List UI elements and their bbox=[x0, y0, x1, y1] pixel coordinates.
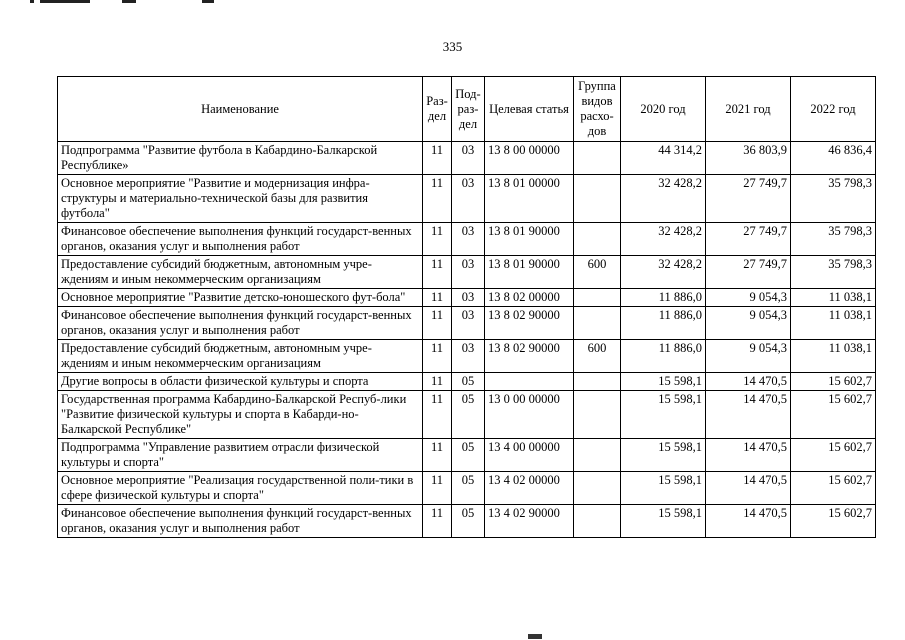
cell-2020: 15 598,1 bbox=[621, 472, 706, 505]
cell-2022: 15 602,7 bbox=[791, 373, 876, 391]
table-body bbox=[58, 142, 876, 538]
table-row bbox=[58, 439, 876, 472]
cell-2022: 46 836,4 bbox=[791, 142, 876, 175]
cell-subsection: 03 bbox=[452, 256, 485, 289]
cell-section: 11 bbox=[423, 505, 452, 538]
cell-group: 600 bbox=[574, 340, 621, 373]
header-target: Целевая статья bbox=[485, 77, 574, 142]
cell-name: Финансовое обеспечение выполнения функций государст-венных органов, оказания услуг и выполнения работ bbox=[58, 505, 423, 538]
cell-section: 11 bbox=[423, 340, 452, 373]
cell-subsection: 03 bbox=[452, 175, 485, 223]
cell-name: Другие вопросы в области физической культуры и спорта bbox=[58, 373, 423, 391]
cell-target: 13 8 02 90000 bbox=[485, 340, 574, 373]
cell-2021: 27 749,7 bbox=[706, 175, 791, 223]
cell-target: 13 4 02 00000 bbox=[485, 472, 574, 505]
bottom-edge-artifact bbox=[528, 634, 542, 639]
cell-group: 600 bbox=[574, 256, 621, 289]
cell-2022: 11 038,1 bbox=[791, 340, 876, 373]
cell-target: 13 4 02 90000 bbox=[485, 505, 574, 538]
cell-name: Государственная программа Кабардино-Балкарской Респуб-лики "Развитие физической культуры и спорта в Кабарди-но-Балкарской Республике" bbox=[58, 391, 423, 439]
cell-subsection: 05 bbox=[452, 439, 485, 472]
cell-2021: 9 054,3 bbox=[706, 340, 791, 373]
cell-subsection: 05 bbox=[452, 373, 485, 391]
cell-2021: 14 470,5 bbox=[706, 439, 791, 472]
cell-section: 11 bbox=[423, 307, 452, 340]
cell-2020: 32 428,2 bbox=[621, 223, 706, 256]
table-row bbox=[58, 223, 876, 256]
cell-group bbox=[574, 373, 621, 391]
table-row bbox=[58, 391, 876, 439]
cell-2021: 27 749,7 bbox=[706, 256, 791, 289]
cell-target bbox=[485, 373, 574, 391]
budget-table bbox=[57, 76, 876, 538]
top-edge-artifact bbox=[30, 0, 220, 4]
table-row bbox=[58, 256, 876, 289]
header-2021: 2021 год bbox=[706, 77, 791, 142]
cell-group bbox=[574, 223, 621, 256]
cell-section: 11 bbox=[423, 142, 452, 175]
cell-target: 13 4 00 00000 bbox=[485, 439, 574, 472]
cell-section: 11 bbox=[423, 391, 452, 439]
cell-name: Предоставление субсидий бюджетным, автономным учре-ждениям и иным некоммерческим организациям bbox=[58, 256, 423, 289]
cell-section: 11 bbox=[423, 289, 452, 307]
cell-2020: 15 598,1 bbox=[621, 373, 706, 391]
header-subsection: Под-раз-дел bbox=[452, 77, 485, 142]
cell-group bbox=[574, 289, 621, 307]
cell-2022: 15 602,7 bbox=[791, 472, 876, 505]
cell-group bbox=[574, 175, 621, 223]
cell-name: Финансовое обеспечение выполнения функций государст-венных органов, оказания услуг и выполнения работ bbox=[58, 223, 423, 256]
cell-2020: 15 598,1 bbox=[621, 439, 706, 472]
table-row bbox=[58, 289, 876, 307]
cell-2022: 35 798,3 bbox=[791, 175, 876, 223]
cell-2021: 14 470,5 bbox=[706, 505, 791, 538]
cell-2020: 11 886,0 bbox=[621, 340, 706, 373]
cell-name: Подпрограмма "Управление развитием отрасли физической культуры и спорта" bbox=[58, 439, 423, 472]
cell-2022: 35 798,3 bbox=[791, 256, 876, 289]
cell-subsection: 05 bbox=[452, 505, 485, 538]
table-row bbox=[58, 307, 876, 340]
cell-2020: 15 598,1 bbox=[621, 505, 706, 538]
table-row bbox=[58, 142, 876, 175]
cell-name: Финансовое обеспечение выполнения функций государст-венных органов, оказания услуг и выполнения работ bbox=[58, 307, 423, 340]
table-row bbox=[58, 373, 876, 391]
cell-2020: 11 886,0 bbox=[621, 307, 706, 340]
cell-subsection: 03 bbox=[452, 142, 485, 175]
cell-subsection: 03 bbox=[452, 223, 485, 256]
cell-subsection: 03 bbox=[452, 289, 485, 307]
cell-2022: 35 798,3 bbox=[791, 223, 876, 256]
cell-subsection: 05 bbox=[452, 472, 485, 505]
cell-2020: 11 886,0 bbox=[621, 289, 706, 307]
cell-2021: 36 803,9 bbox=[706, 142, 791, 175]
cell-target: 13 0 00 00000 bbox=[485, 391, 574, 439]
cell-group bbox=[574, 505, 621, 538]
cell-2022: 11 038,1 bbox=[791, 289, 876, 307]
table-row bbox=[58, 505, 876, 538]
cell-2020: 32 428,2 bbox=[621, 256, 706, 289]
header-name: Наименование bbox=[58, 77, 423, 142]
cell-group bbox=[574, 391, 621, 439]
cell-2022: 15 602,7 bbox=[791, 439, 876, 472]
cell-subsection: 03 bbox=[452, 340, 485, 373]
cell-2021: 14 470,5 bbox=[706, 391, 791, 439]
cell-2021: 14 470,5 bbox=[706, 472, 791, 505]
table-row bbox=[58, 472, 876, 505]
table-row bbox=[58, 175, 876, 223]
cell-target: 13 8 02 90000 bbox=[485, 307, 574, 340]
cell-2022: 15 602,7 bbox=[791, 391, 876, 439]
cell-group bbox=[574, 142, 621, 175]
cell-2020: 32 428,2 bbox=[621, 175, 706, 223]
cell-2020: 44 314,2 bbox=[621, 142, 706, 175]
cell-section: 11 bbox=[423, 175, 452, 223]
cell-name: Подпрограмма "Развитие футбола в Кабардино-Балкарской Республике» bbox=[58, 142, 423, 175]
cell-section: 11 bbox=[423, 373, 452, 391]
cell-target: 13 8 01 90000 bbox=[485, 256, 574, 289]
cell-name: Основное мероприятие "Развитие детско-юношеского фут-бола" bbox=[58, 289, 423, 307]
cell-group bbox=[574, 307, 621, 340]
table-row bbox=[58, 340, 876, 373]
header-2022: 2022 год bbox=[791, 77, 876, 142]
cell-2021: 14 470,5 bbox=[706, 373, 791, 391]
header-group: Группа видов расхо-дов bbox=[574, 77, 621, 142]
cell-2021: 9 054,3 bbox=[706, 307, 791, 340]
cell-section: 11 bbox=[423, 223, 452, 256]
cell-subsection: 03 bbox=[452, 307, 485, 340]
cell-target: 13 8 01 00000 bbox=[485, 175, 574, 223]
cell-section: 11 bbox=[423, 439, 452, 472]
cell-subsection: 05 bbox=[452, 391, 485, 439]
cell-target: 13 8 00 00000 bbox=[485, 142, 574, 175]
cell-name: Основное мероприятие "Реализация государственной поли-тики в сфере физической культуры и спорта" bbox=[58, 472, 423, 505]
cell-name: Основное мероприятие "Развитие и модернизация инфра-структуры и материально-технической базы для развития футбола" bbox=[58, 175, 423, 223]
cell-target: 13 8 01 90000 bbox=[485, 223, 574, 256]
cell-section: 11 bbox=[423, 256, 452, 289]
cell-2020: 15 598,1 bbox=[621, 391, 706, 439]
cell-group bbox=[574, 439, 621, 472]
header-row bbox=[58, 77, 876, 142]
cell-2021: 9 054,3 bbox=[706, 289, 791, 307]
header-section: Раз-дел bbox=[423, 77, 452, 142]
cell-target: 13 8 02 00000 bbox=[485, 289, 574, 307]
header-2020: 2020 год bbox=[621, 77, 706, 142]
cell-name: Предоставление субсидий бюджетным, автономным учре-ждениям и иным некоммерческим организациям bbox=[58, 340, 423, 373]
cell-2022: 11 038,1 bbox=[791, 307, 876, 340]
cell-group bbox=[574, 472, 621, 505]
cell-2021: 27 749,7 bbox=[706, 223, 791, 256]
cell-2022: 15 602,7 bbox=[791, 505, 876, 538]
cell-section: 11 bbox=[423, 472, 452, 505]
page-number: 335 bbox=[442, 39, 463, 54]
